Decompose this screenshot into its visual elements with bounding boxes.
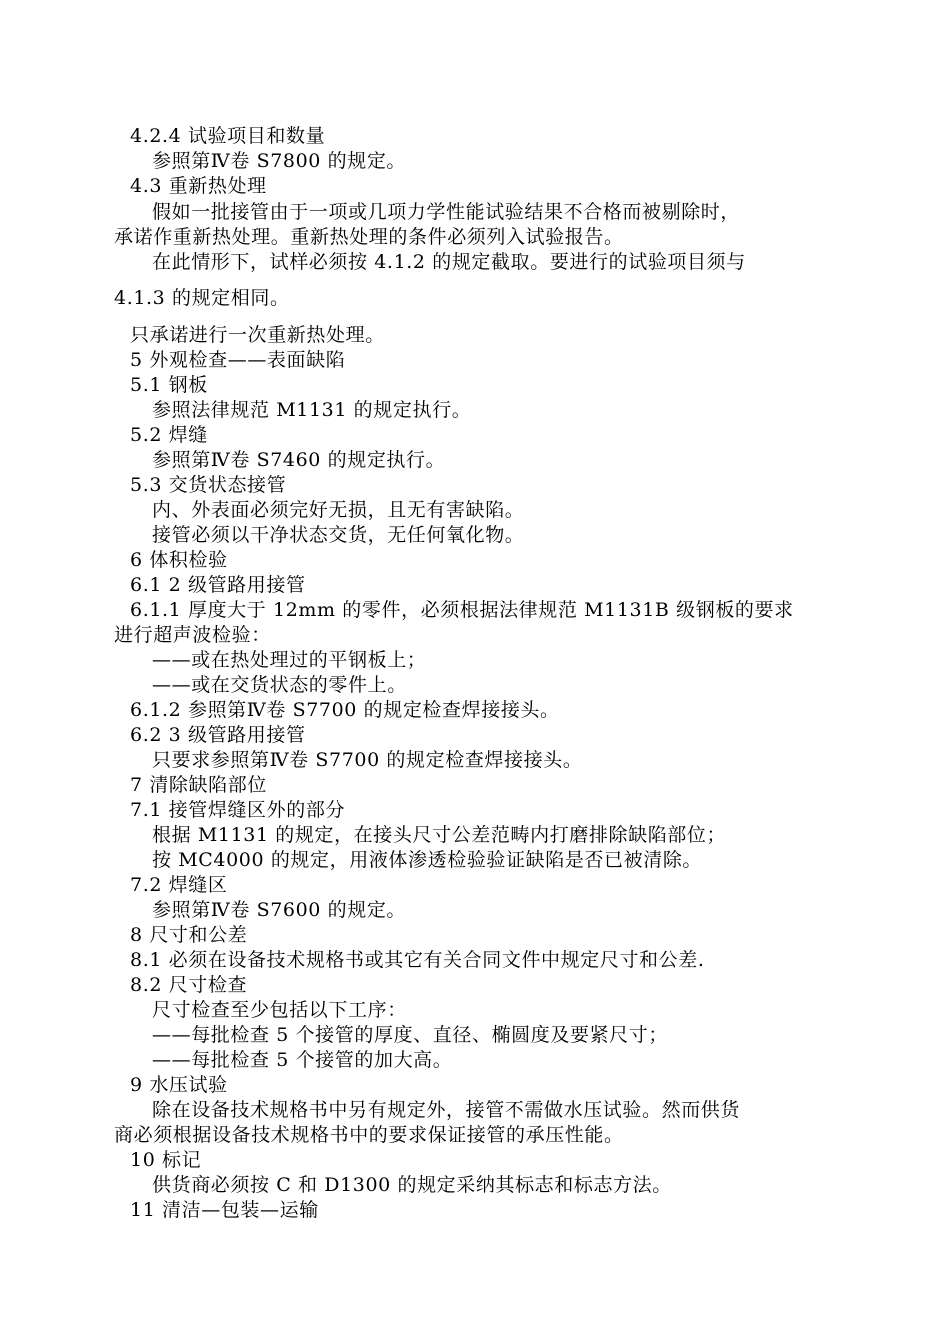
heading-5-2: 5.2 焊缝	[130, 424, 208, 446]
paragraph-line: 供货商必须按 C 和 D1300 的规定采纳其标志和标志方法。	[152, 1174, 672, 1196]
paragraph-line: 商必须根据设备技术规格书中的要求保证接管的承压性能。	[114, 1124, 624, 1146]
paragraph-line: 只要求参照第Ⅳ卷 S7700 的规定检查焊接接头。	[152, 749, 583, 771]
paragraph-line: 参照第Ⅳ卷 S7600 的规定。	[152, 899, 407, 921]
paragraph-line: 承诺作重新热处理。重新热处理的条件必须列入试验报告。	[114, 226, 624, 248]
paragraph-line: 除在设备技术规格书中另有规定外，接管不需做水压试验。然而供货	[152, 1099, 741, 1121]
heading-4-3: 4.3 重新热处理	[130, 175, 267, 197]
heading-5: 5 外观检查——表面缺陷	[130, 349, 346, 371]
paragraph-line: 8.1 必须在设备技术规格书或其它有关合同文件中规定尺寸和公差.	[130, 949, 705, 971]
list-item: ——每批检查 5 个接管的厚度、直径、椭圆度及要紧尺寸；	[152, 1024, 668, 1046]
heading-8: 8 尺寸和公差	[130, 924, 248, 946]
list-item: ——每批检查 5 个接管的加大高。	[152, 1049, 453, 1071]
heading-9: 9 水压试验	[130, 1074, 228, 1096]
paragraph-line: 6.1.1 厚度大于 12mm 的零件，必须根据法律规范 M1131B 级钢板的要求	[130, 599, 794, 621]
paragraph-line: 参照法律规范 M1131 的规定执行。	[152, 399, 472, 421]
paragraph-line: 接管必须以干净状态交货，无任何氧化物。	[152, 524, 525, 546]
paragraph-line: 按 MC4000 的规定，用液体渗透检验验证缺陷是否已被清除。	[152, 849, 703, 871]
paragraph-line: 4.1.3 的规定相同。	[114, 287, 290, 309]
heading-6-1: 6.1 2 级管路用接管	[130, 574, 306, 596]
heading-6-2: 6.2 3 级管路用接管	[130, 724, 306, 746]
paragraph-line: 尺寸检查至少包括以下工序：	[152, 999, 407, 1021]
heading-7: 7 清除缺陷部位	[130, 774, 267, 796]
heading-5-3: 5.3 交货状态接管	[130, 474, 287, 496]
paragraph-line: 假如一批接管由于一项或几项力学性能试验结果不合格而被剔除时，	[152, 201, 741, 223]
list-item: ——或在交货状态的零件上。	[152, 674, 407, 696]
paragraph-line: 6.1.2 参照第Ⅳ卷 S7700 的规定检查焊接接头。	[130, 699, 560, 721]
paragraph-line: 参照第Ⅳ卷 S7460 的规定执行。	[152, 449, 446, 471]
heading-4-2-4: 4.2.4 试验项目和数量	[130, 125, 326, 147]
paragraph-line: 参照第Ⅳ卷 S7800 的规定。	[152, 150, 407, 172]
heading-7-2: 7.2 焊缝区	[130, 874, 228, 896]
list-item: ——或在热处理过的平钢板上；	[152, 649, 427, 671]
heading-7-1: 7.1 接管焊缝区外的部分	[130, 799, 346, 821]
heading-11: 11 清洁—包装—运输	[130, 1199, 319, 1221]
paragraph-line: 在此情形下，试样必须按 4.1.2 的规定截取。要进行的试验项目须与	[152, 251, 746, 273]
heading-8-2: 8.2 尺寸检查	[130, 974, 248, 996]
paragraph-line: 进行超声波检验：	[114, 624, 271, 646]
heading-5-1: 5.1 钢板	[130, 374, 208, 396]
heading-10: 10 标记	[130, 1149, 202, 1171]
paragraph-line: 只承诺进行一次重新热处理。	[130, 324, 385, 346]
heading-6: 6 体积检验	[130, 549, 228, 571]
paragraph-line: 根据 M1131 的规定，在接头尺寸公差范畴内打磨排除缺陷部位；	[152, 824, 727, 846]
paragraph-line: 内、外表面必须完好无损，且无有害缺陷。	[152, 499, 525, 521]
